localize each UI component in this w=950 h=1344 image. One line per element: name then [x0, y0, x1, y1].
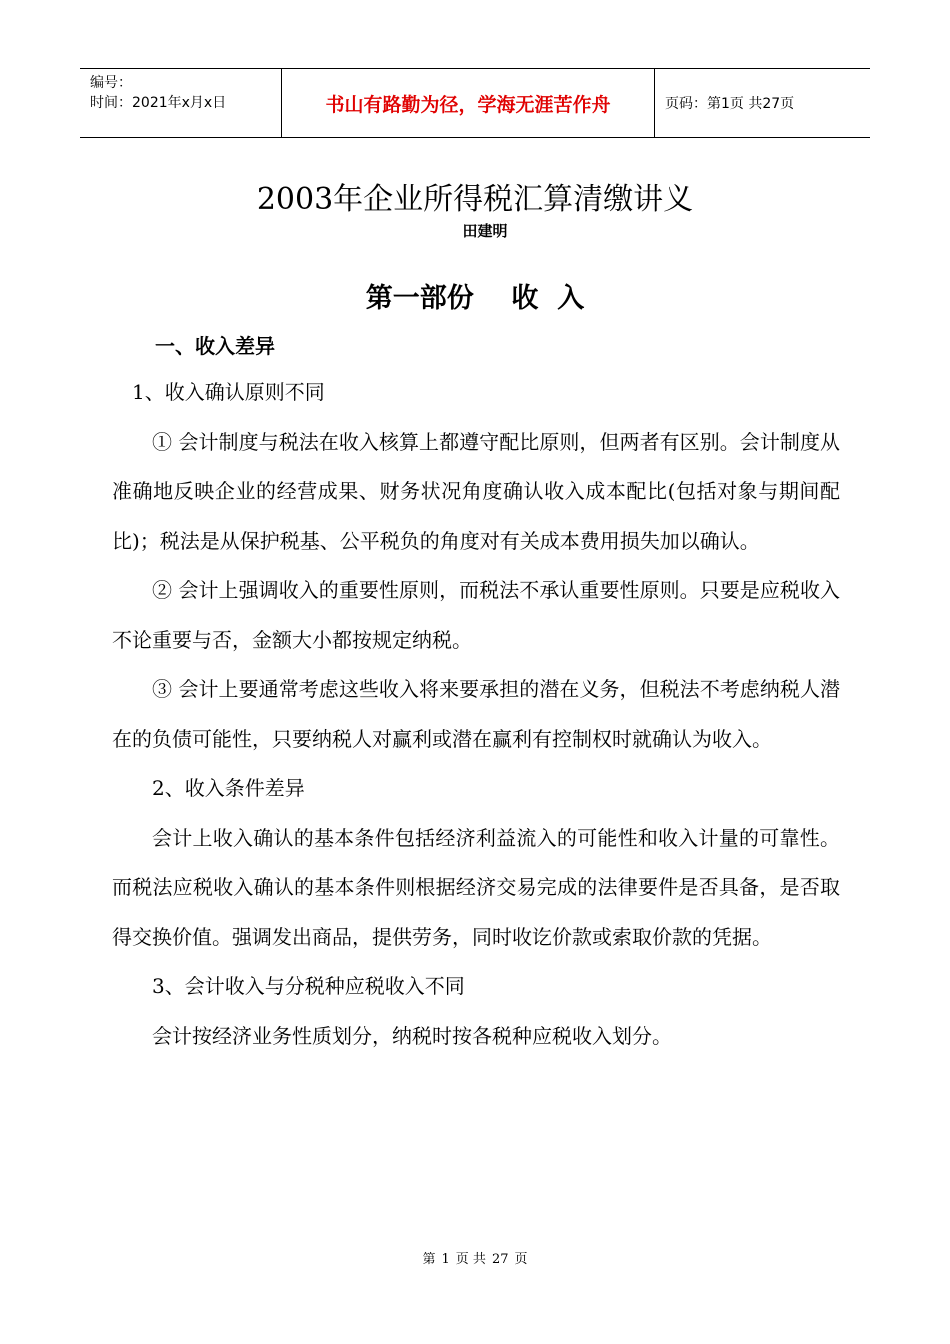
paragraph: 会计按经济业务性质划分，纳税时按各税种应税收入划分。 — [152, 1023, 672, 1048]
page-indicator: 页码：第1页 共27页 — [665, 96, 795, 112]
page-footer — [0, 1248, 950, 1267]
date-text: 时间：2021年x月x日 — [90, 95, 227, 111]
section-heading: 一、收入差异 — [155, 334, 275, 358]
paragraph: 会计上收入确认的基本条件包括经济利益流入的可能性和收入计量的可靠性。而税法应税收入确认的基本条件则根据经济交易完成的法律要件是否具备，是否取得交换价值。强调发出商品，提供劳务，同时收讫价款或索取价款的凭据。 — [112, 825, 840, 949]
part-title: 第一部份 收 入 — [365, 283, 585, 314]
footer-suffix: 页 — [514, 1252, 528, 1267]
numbered-heading: 2、收入条件差异 — [152, 776, 305, 800]
header-table — [80, 68, 870, 138]
document-title: 2003年企业所得税汇算清缴讲义 — [256, 182, 694, 217]
author-name: 田建明 — [462, 222, 508, 240]
numbered-heading: 3、会计收入与分税种应税收入不同 — [152, 974, 465, 998]
header-page-cell — [655, 69, 870, 137]
code-label: 编号： — [90, 75, 132, 91]
header-info-cell — [80, 69, 282, 137]
numbered-heading: 1、收入确认原则不同 — [132, 380, 325, 404]
header-motto-cell — [282, 69, 655, 137]
footer-prefix: 第 — [422, 1252, 436, 1267]
paragraph: ② 会计上强调收入的重要性原则，而税法不承认重要性原则。只要是应税收入不论重要与否，金额大小都按规定纳税。 — [112, 578, 840, 652]
paragraph: ① 会计制度与税法在收入核算上都遵守配比原则，但两者有区别。会计制度从准确地反映企业的经营成果、财务状况角度确认收入成本配比(包括对象与期间配比)；税法是从保护税基、公平税负的角度对有关成本费用损失加以确认。 — [112, 429, 840, 553]
footer-page-number: 1 — [441, 1252, 450, 1267]
paragraph: ③ 会计上要通常考虑这些收入将来要承担的潜在义务，但税法不考虑纳税人潜在的负债可能性，只要纳税人对赢利或潜在赢利有控制权时就确认为收入。 — [112, 677, 840, 751]
document-body — [112, 368, 840, 1061]
motto: 书山有路勤为径，学海无涯苦作舟 — [325, 93, 611, 116]
footer-mid: 页 共 — [455, 1252, 486, 1267]
footer-total-pages: 27 — [491, 1252, 509, 1267]
